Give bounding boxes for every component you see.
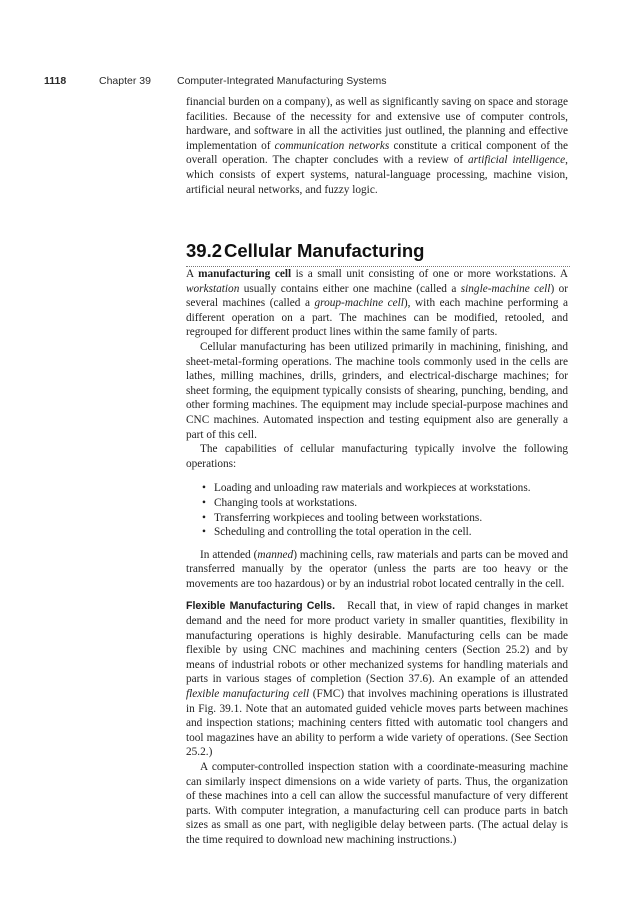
term-single-machine-cell: single-machine cell	[460, 282, 551, 295]
intro-text	[186, 95, 568, 197]
term-communication-networks: communication networks	[274, 139, 390, 152]
paragraph-cell-capabilities: The capabilities of cellular manufacturing typically involve the following operations:	[186, 443, 568, 470]
term-artificial-intelligence: artificial intelligence	[468, 154, 566, 167]
chapter-label: Chapter 39	[99, 75, 151, 87]
section-number: 39.2	[186, 240, 223, 261]
paragraph-cell-uses: Cellular manufacturing has been utilized primarily in machining, finishing, and sheet-metal-forming operations. The machine tools commonly used in the cells are lathes, milling machines, drills, grinders, and electrical-discharge machines; for sheet forming, the equipment typically consists of shearing, punching, bending, and other forming machines. The equipment may include special-purpose machines and CNC machines. Automated inspection and testing equipment also are generally a part of this cell.	[186, 340, 568, 441]
operations-list	[186, 481, 568, 539]
section-heading	[186, 240, 570, 267]
section-body	[186, 267, 568, 848]
term-workstation: workstation	[186, 282, 240, 295]
list-item: • Transferring workpieces and tooling between workstations.	[204, 511, 568, 526]
paragraph-fmc: Flexible Manufacturing Cells. Recall that, in view of rapid changes in market demand and the need for more product variety in smaller quantities, flexibility in manufacturing operations is highly desirable. Manufacturing cells can be made flexible by using CNC machines and machining centers (Section 25.2) and by means of industrial robots or other mechanized systems for handling materials and parts in various stages of completion (Section 37.6). An example of an attended flexible manufacturing cell (FMC) that involves machining operations is illustrated in Fig. 39.1. Note that an automated guided vehicle moves parts between machines and inspection stations; machining centers fitted with automatic tool changers and tool magazines have an ability to perform a wide variety of operations. (See Section 25.2.)	[186, 600, 568, 759]
intro-paragraph: financial burden on a company), as well as significantly saving on space and storage facilities. Because of the necessity for and extensive use of computer controls, hardware, and software in all the activities just outlined, the planning and effective implementation of communication networks constitute a critical component of the overall operation. The chapter concludes with a review of artificial intelligence, which consists of expert systems, natural-language processing, machine vision, artificial neural networks, and fuzzy logic.	[186, 96, 568, 196]
term-manufacturing-cell: manufacturing cell	[198, 268, 292, 280]
paragraph-fmc-inspection: A computer-controlled inspection station with a coordinate-measuring machine can similarly inspect dimensions on a wide variety of parts. Thus, the organization of these machines into a cell can allow the successful manufacture of very different parts. With computer integration, a manufacturing cell can produce parts in batch sizes as small as one part, with negligible delay between parts. (The actual delay is the time required to download new machining instructions.)	[186, 761, 568, 846]
chapter-title: Computer-Integrated Manufacturing Systems	[177, 75, 387, 87]
term-flexible-manufacturing-cell: flexible manufacturing cell	[186, 688, 310, 701]
page-number: 1118	[44, 75, 67, 87]
running-head	[44, 75, 387, 87]
list-item: • Loading and unloading raw materials and workpieces at workstations.	[204, 481, 568, 496]
list-item: • Scheduling and controlling the total operation in the cell.	[204, 525, 568, 540]
term-manned: manned	[257, 548, 294, 561]
paragraph-attended-cells: In attended (manned) machining cells, raw materials and parts can be moved and transferred manually by the operator (unless the parts are too heavy or the movements are too hazardous) or by an industrial robot located centrally in the cell.	[186, 548, 568, 590]
list-item: • Changing tools at workstations.	[204, 496, 568, 511]
subsection-run-in-heading: Flexible Manufacturing Cells.	[186, 600, 336, 613]
section-title: Cellular Manufacturing	[224, 240, 425, 261]
term-group-machine-cell: group-machine cell	[314, 297, 404, 310]
paragraph-cell-definition: A manufacturing cell is a small unit consisting of one or more workstations. A workstation usually contains either one machine (called a single-machine cell) or several machines (called a group-machine cell), with each machine performing a different operation on a part. The machines can be modified, retooled, and regrouped for different product lines within the same family of parts.	[186, 268, 569, 339]
